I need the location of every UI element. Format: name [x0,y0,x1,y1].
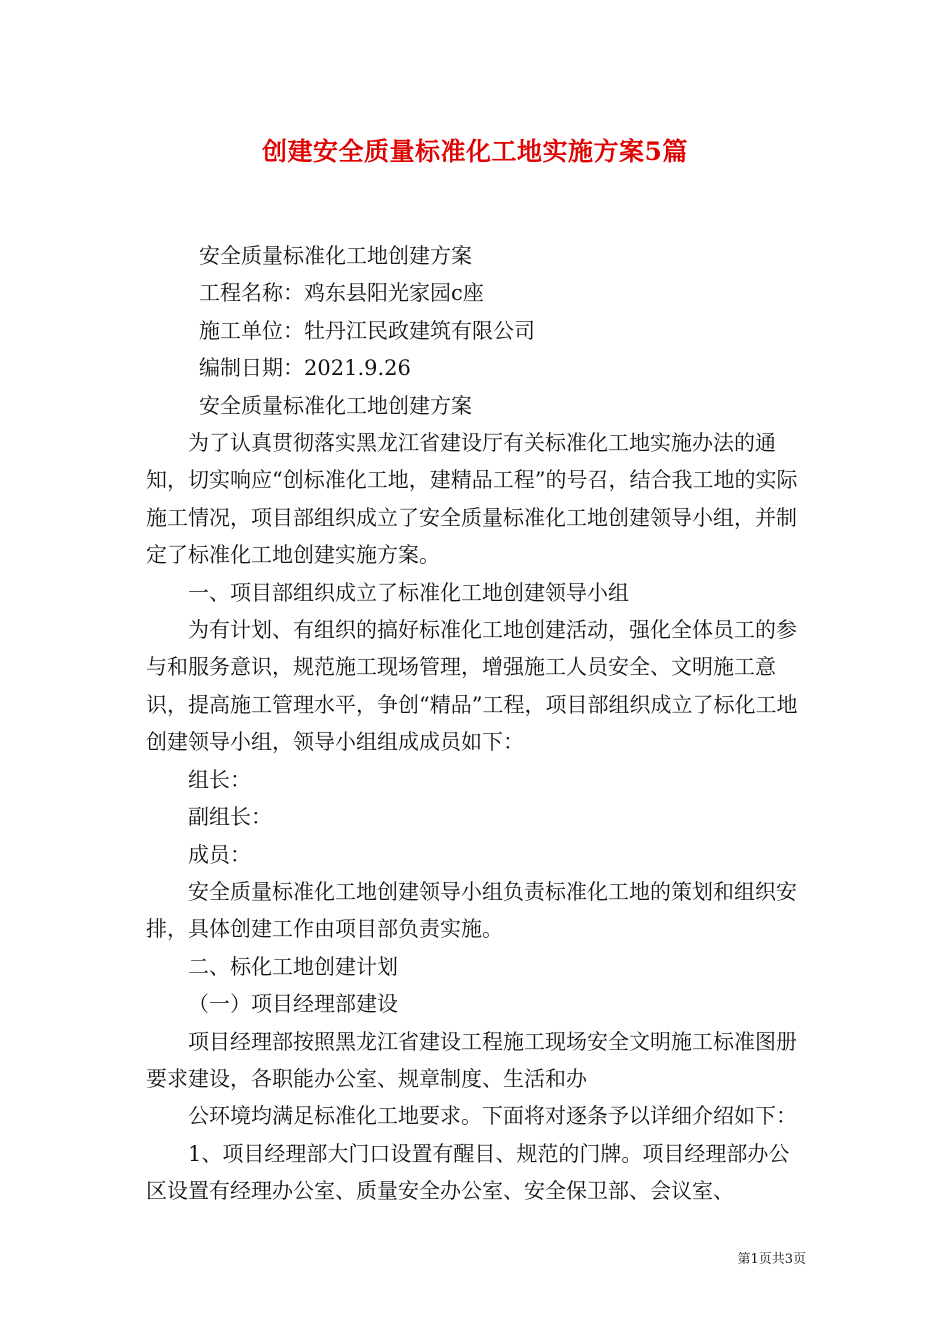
paragraph: 为有计划、有组织的搞好标准化工地创建活动，强化全体员工的参与和服务意识，规范施工现场管理，增强施工人员安全、文明施工意识，提高施工管理水平，争创“精品”工程，项目部组织成立了标化工地创建领导小组，领导小组组成成员如下： [146,618,798,755]
paragraph: 公环境均满足标准化工地要求。下面将对逐条予以详细介绍如下： [188,1104,797,1129]
page-number: 第1页共3页 [737,1252,806,1267]
paragraph: 安全质量标准化工地创建方案 [199,244,472,268]
document-title: 创建安全质量标准化工地实施方案5篇 [262,137,688,166]
paragraph: 副组长： [188,805,272,830]
section-heading: 一、项目部组织成立了标准化工地创建领导小组 [188,580,629,605]
paragraph: 安全质量标准化工地创建方案 [199,393,472,418]
paragraph: 1、项目经理部大门口设置有醒目、规范的门牌。项目经理部办公区设置有经理办公室、质量安全办公室、安全保卫部、会议室、 [146,1141,790,1204]
subsection-heading: （一）项目经理部建设 [188,992,398,1017]
paragraph: 施工单位：牡丹江民政建筑有限公司 [199,318,535,343]
paragraph: 工程名称：鸡东县阳光家园c座 [199,281,484,306]
document-body [146,238,806,1211]
paragraph: 成员： [188,842,251,867]
paragraph: 为了认真贯彻落实黑龙江省建设厅有关标准化工地实施办法的通知，切实响应“创标准化工地，建精品工程”的号召，结合我工地的实际施工情况，项目部组织成立了安全质量标准化工地创建领导小组，并制定了标准化工地创建实施方案。 [146,431,798,568]
paragraph: 编制日期：2021.9.26 [199,356,411,381]
paragraph: 项目经理部按照黑龙江省建设工程施工现场安全文明施工标准图册要求建设，各职能办公室、规章制度、生活和办 [146,1029,797,1091]
section-heading: 二、标化工地创建计划 [188,954,398,979]
paragraph: 组长： [188,767,251,792]
paragraph: 安全质量标准化工地创建领导小组负责标准化工地的策划和组织安排，具体创建工作由项目部负责实施。 [146,879,797,942]
